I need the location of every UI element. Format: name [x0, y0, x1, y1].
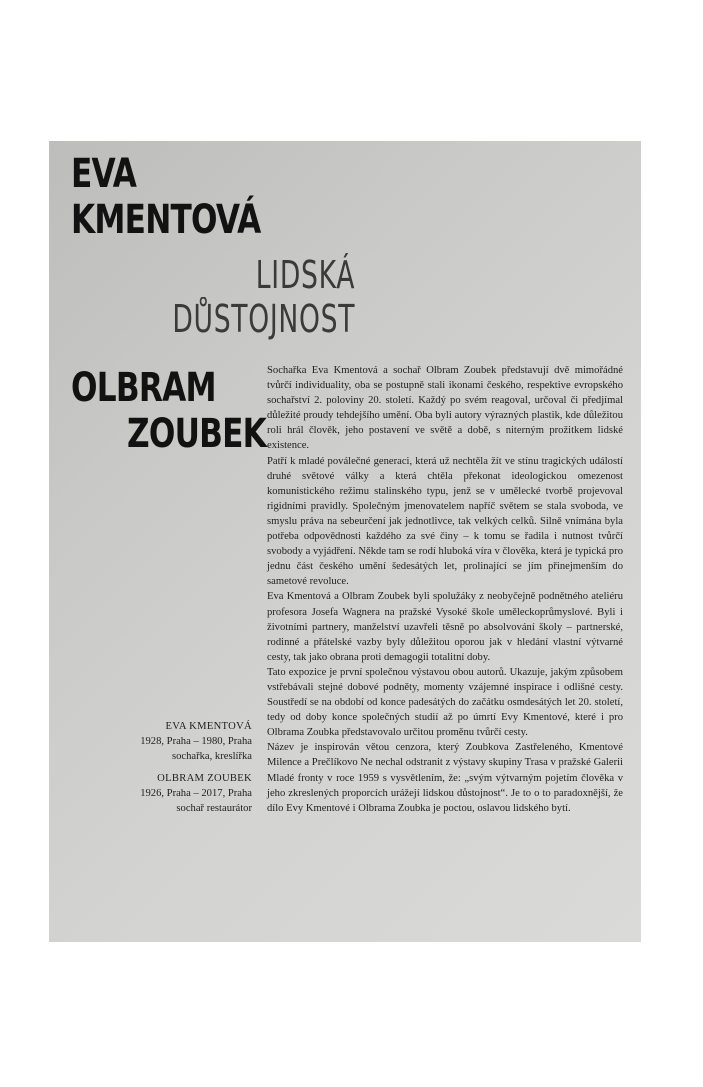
artist-name: EVA KMENTOVÁ	[165, 721, 252, 732]
title-line-zoubek: ZOUBEK	[127, 411, 267, 457]
paragraph-4: Tato expozice je první společnou výstavou obou autorů. Ukazuje, jakým způsobem vstřebávali stejné dobové podněty, momenty vzájemné inspirace i odlišné cesty. Soustředí se na období od konce padesátých do začátku osmdesátých let 20. století, tedy od doby konce společných studií až po úmrtí Evy Kmentové, které i pro Olbrama Zoubka představovalo určitou proměnu tvůrčí cesty.	[267, 666, 623, 739]
artist-eva-kmentova	[119, 719, 252, 764]
title-line-kmentova: KMENTOVÁ	[71, 197, 261, 243]
artist-olbram-zoubek	[119, 771, 252, 816]
paragraph-3: Eva Kmentová a Olbram Zoubek byli spolužáky z neobyčejně podnětného ateliéru profesora Josefa Wagnera na pražské Vysoké škole uměleckoprůmyslové. Byli i životními partnery, manželství uzavřeli těsně po absolvování školy – partnerské, rodinné a přátelské vazby byly důležitou oporou jak v hledání vlastní výtvarné cesty, tak jako obrana proti demagogii totalitní doby.	[267, 591, 623, 663]
artist-dates: 1926, Praha – 2017, Praha	[140, 788, 252, 800]
exhibition-wall-panel	[49, 141, 641, 942]
subtitle-line-lidska: LIDSKÁ	[255, 253, 356, 297]
subtitle-lidska-dustojnost	[94, 253, 355, 341]
artist-role: sochařka, kreslířka	[171, 751, 252, 763]
exhibition-text	[267, 363, 623, 816]
paragraph-2: Patří k mladé poválečné generaci, která už nechtěla žít ve stínu tragických událostí druhé světové války a která chtěla překonat ideologickou omezenost komunistického režimu stalinského typu, jenž se v umělecké tvorbě projevoval rigidními pravidly. Společným jmenovatelem napříč světem se stala svoboda, ve smyslu práva na sebeurčení jak jednotlivce, tak velkých celků. Silně vnímána byla potřeba odpovědnosti každého za své činy – k tomu se řadila i nutnost tvůrčí svobody a vyjádření. Někde tam se rodí hluboká víra v člověka, která je typická pro jednu část českého umění šedesátých let, prolinající se jím přinejmenším do sametové revoluce.	[267, 455, 623, 588]
title-line-olbram: OLBRAM	[71, 365, 216, 411]
paragraph-5: Název je inspirován větou cenzora, který Zoubkova Zastřeleného, Kmentové Milence a Prečlíkovo Ne nechal odstranit z výstavy skupiny Trasa v pražské Galerii Mladé fronty v roce 1959 s vysvětlením, že: „svým výtvarným pojetím člověka v jeho zkreslených proporcích urážejí lidskou důstojnost“. Je to o to paradoxnější, že dílo Evy Kmentové i Olbrama Zoubka je poctou, oslavou lidského bytí.	[267, 742, 623, 814]
paragraph-1: Sochařka Eva Kmentová a sochař Olbram Zoubek představují dvě mimořádné tvůrčí individuality, oba se postupně stali ikonami českého, respektive evropského sochařství 2. poloviny 20. století. Každý po svém reagoval, určoval či předjímal důležité proudy tehdejšího umění. Oba byli autory výrazných plastik, kde důležitou roli hrál člověk, jeho postavení ve světě a době, s niterným prožitkem lidské existence.	[267, 365, 623, 452]
subtitle-line-dustojnost: DŮSTOJNOST	[172, 297, 356, 341]
title-line-eva: EVA	[71, 151, 137, 197]
title-eva-kmentova	[71, 151, 261, 243]
artist-dates: 1928, Praha – 1980, Praha	[140, 736, 252, 748]
artist-credits	[119, 719, 252, 824]
artist-role: sochař restaurátor	[176, 803, 252, 815]
artist-name: OLBRAM ZOUBEK	[157, 773, 252, 785]
